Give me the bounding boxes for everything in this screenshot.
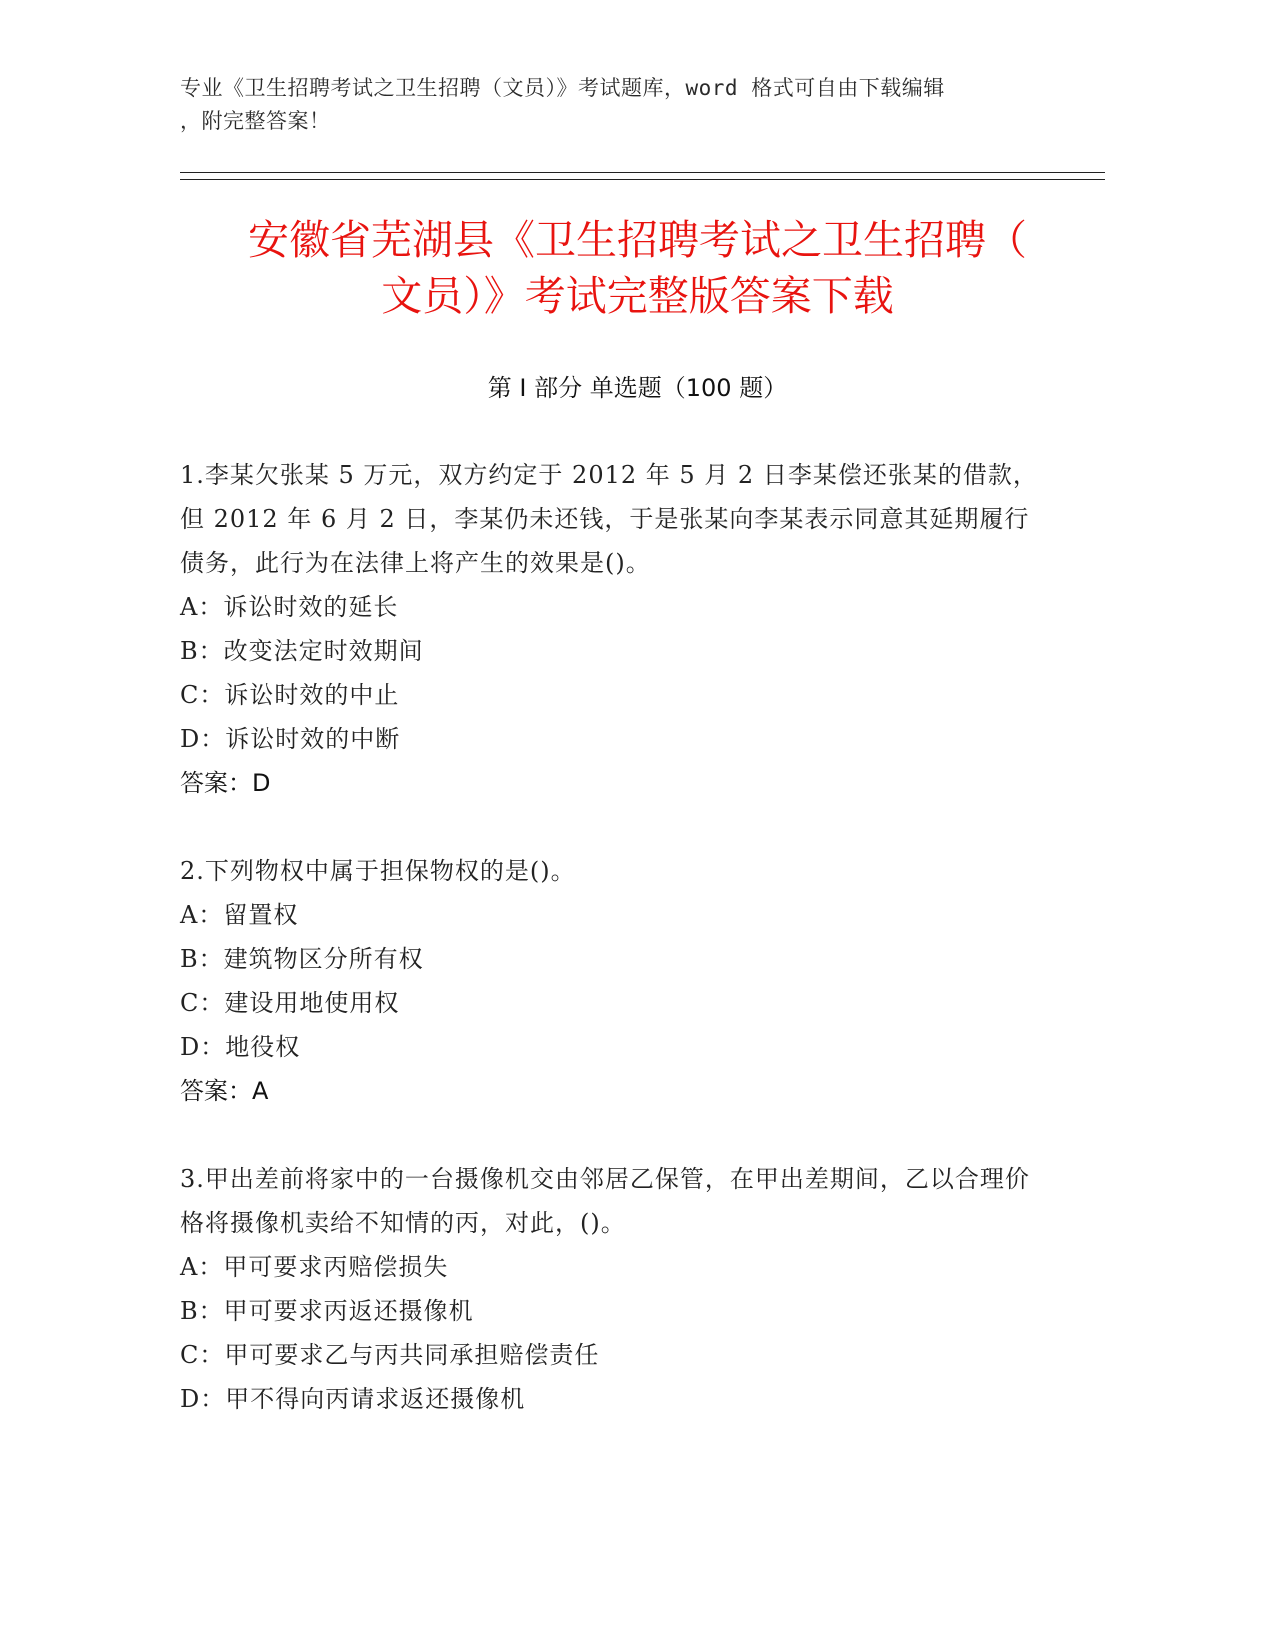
answer: 答案：A bbox=[180, 1077, 269, 1105]
option-d: D：诉讼时效的中断 bbox=[180, 725, 401, 753]
header-divider-bottom bbox=[180, 179, 1105, 180]
answer: 答案：D bbox=[180, 769, 271, 797]
section-heading: 第 I 部分 单选题（100 题） bbox=[487, 374, 788, 402]
option-a: A：甲可要求丙赔偿损失 bbox=[180, 1253, 449, 1281]
option-d: D：甲不得向丙请求返还摄像机 bbox=[180, 1385, 526, 1413]
title-line-2: 文员）》考试完整版答案下载 bbox=[381, 272, 894, 320]
header-divider-top bbox=[180, 172, 1105, 173]
question-list bbox=[180, 453, 1040, 1465]
document-title bbox=[150, 212, 1125, 324]
question-2 bbox=[180, 849, 1040, 1113]
option-a: A：诉讼时效的延长 bbox=[180, 593, 399, 621]
option-c: C：甲可要求乙与丙共同承担赔偿责任 bbox=[180, 1341, 600, 1369]
option-c: C：建设用地使用权 bbox=[180, 989, 400, 1017]
question-1 bbox=[180, 453, 1040, 805]
question-3 bbox=[180, 1157, 1040, 1421]
page-header bbox=[180, 72, 1080, 138]
question-stem: 2.下列物权中属于担保物权的是()。 bbox=[180, 857, 576, 885]
header-line-2: ，附完整答案！ bbox=[180, 109, 331, 133]
option-b: B：改变法定时效期间 bbox=[180, 637, 424, 665]
question-stem: 1.李某欠张某 5 万元，双方约定于 2012 年 5 月 2 日李某偿还张某的借款，但 2012 年 6 月 2 日，李某仍未还钱，于是张某向李某表示同意其延期履行债务，此行为在法律上将产生的效果是()。 bbox=[180, 461, 1038, 577]
title-line-1: 安徽省芜湖县《卫生招聘考试之卫生招聘（ bbox=[248, 216, 1027, 264]
option-a: A：留置权 bbox=[180, 901, 299, 929]
header-line-1: 专业《卫生招聘考试之卫生招聘（文员）》考试题库，word 格式可自由下载编辑 bbox=[180, 76, 945, 100]
option-b: B：甲可要求丙返还摄像机 bbox=[180, 1297, 474, 1325]
option-c: C：诉讼时效的中止 bbox=[180, 681, 400, 709]
question-stem: 3.甲出差前将家中的一台摄像机交由邻居乙保管，在甲出差期间，乙以合理价格将摄像机卖给不知情的丙，对此，()。 bbox=[180, 1165, 1030, 1237]
option-d: D：地役权 bbox=[180, 1033, 301, 1061]
option-b: B：建筑物区分所有权 bbox=[180, 945, 424, 973]
